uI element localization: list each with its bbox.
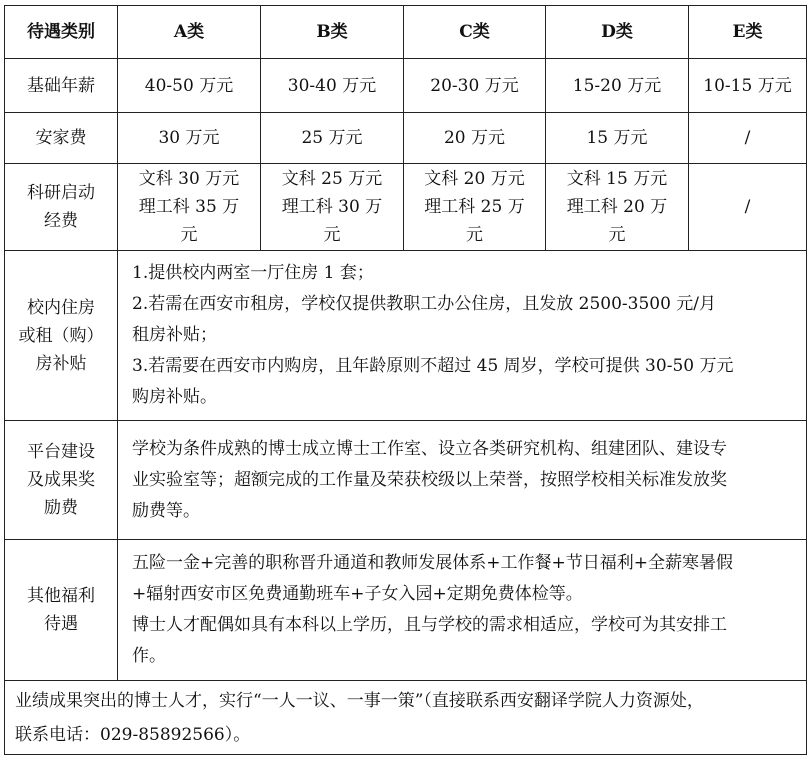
housing-line: 3.若需要在西安市内购房，且年龄原则不超过 45 周岁，学校可提供 30-50 万元	[132, 356, 734, 376]
other-benefits-row	[5, 540, 807, 681]
research-startup-b	[261, 164, 404, 251]
platform-row	[5, 421, 807, 540]
cell-line: 理工科 30 万	[281, 197, 383, 217]
label-line: 科研启动	[27, 183, 95, 203]
base-salary-b: 30-40 万元	[261, 59, 404, 113]
label-line: 或租（购）	[18, 325, 104, 346]
housing-label	[5, 251, 118, 421]
label-line: 励费	[44, 498, 78, 518]
platform-label	[5, 421, 118, 540]
other-benefits-content	[118, 540, 807, 681]
label-line: 及成果奖	[27, 470, 95, 490]
label-line: 待遇	[44, 614, 78, 634]
label-line: 校内住房	[27, 297, 95, 318]
footer-line: 业绩成果突出的博士人才，实行“一人一议、一事一策”（直接联系西安翻译学院人力资源处，	[15, 690, 704, 711]
header-grade-d: D类	[546, 6, 689, 59]
research-startup-d	[546, 164, 689, 251]
base-salary-row	[5, 59, 807, 113]
label-line: 房补贴	[35, 353, 87, 374]
settlement-fee-b: 25 万元	[261, 113, 404, 164]
cell-line: 文科 25 万元	[281, 169, 383, 189]
benefits-line: 博士人才配偶如具有本科以上学历，且与学校的需求相适应，学校可为其安排工	[132, 615, 727, 635]
settlement-fee-label: 安家费	[5, 113, 118, 164]
platform-line: 学校为条件成熟的博士成立博士工作室、设立各类研究机构、组建团队、建设专	[132, 438, 727, 459]
benefits-table	[4, 5, 807, 755]
base-salary-label: 基础年薪	[5, 59, 118, 113]
cell-line: 元	[466, 225, 483, 245]
platform-line: 励费等。	[132, 500, 200, 521]
research-startup-a	[118, 164, 261, 251]
housing-line: 1.提供校内两室一厅住房 1 套；	[132, 263, 374, 283]
settlement-fee-a: 30 万元	[118, 113, 261, 164]
settlement-fee-row	[5, 113, 807, 164]
cell-line: 元	[608, 225, 626, 245]
base-salary-e: 10-15 万元	[689, 59, 807, 113]
label-line: 经费	[44, 211, 78, 231]
header-category: 待遇类别	[5, 6, 118, 59]
footer-note	[5, 681, 807, 755]
header-grade-a: A类	[118, 6, 261, 59]
cell-line: 元	[180, 225, 198, 245]
benefits-table-wrapper	[4, 5, 807, 755]
other-benefits-label	[5, 540, 118, 681]
header-row	[5, 6, 807, 59]
label-line: 其他福利	[27, 586, 95, 606]
cell-line: 文科 20 万元	[424, 169, 525, 189]
housing-line: 租房补贴；	[132, 325, 217, 345]
benefits-line: +辐射西安市区免费通勤班车+子女入园+定期免费体检等。	[132, 584, 583, 604]
cell-line: 文科 15 万元	[566, 169, 668, 189]
benefits-line: 五险一金+完善的职称晋升通道和教师发展体系+工作餐+节日福利+全薪寒暑假	[132, 553, 733, 573]
housing-row	[5, 251, 807, 421]
base-salary-d: 15-20 万元	[546, 59, 689, 113]
platform-content	[118, 421, 807, 540]
header-grade-b: B类	[261, 6, 404, 59]
housing-content	[118, 251, 807, 421]
base-salary-c: 20-30 万元	[404, 59, 546, 113]
header-grade-e: E类	[689, 6, 807, 59]
benefits-line: 作。	[132, 646, 166, 666]
footer-row	[5, 681, 807, 755]
header-grade-c: C类	[404, 6, 546, 59]
cell-line: 理工科 20 万	[566, 197, 668, 217]
base-salary-a: 40-50 万元	[118, 59, 261, 113]
housing-line: 2.若需在西安市租房，学校仅提供教职工办公住房，且发放 2500-3500 元/月	[132, 294, 717, 314]
research-startup-row	[5, 164, 807, 251]
label-line: 平台建设	[27, 442, 95, 462]
research-startup-c	[404, 164, 546, 251]
cell-line: 文科 30 万元	[138, 169, 240, 189]
housing-line: 购房补贴。	[132, 387, 217, 407]
cell-line: 元	[323, 225, 341, 245]
cell-line: 理工科 35 万	[138, 197, 240, 217]
settlement-fee-e: /	[689, 113, 807, 164]
research-startup-label	[5, 164, 118, 251]
footer-line: 联系电话：029-85892566）。	[15, 724, 251, 745]
research-startup-e: /	[689, 164, 807, 251]
settlement-fee-d: 15 万元	[546, 113, 689, 164]
platform-line: 业实验室等；超额完成的工作量及荣获校级以上荣誉，按照学校相关标准发放奖	[132, 469, 727, 490]
settlement-fee-c: 20 万元	[404, 113, 546, 164]
cell-line: 理工科 25 万	[424, 197, 525, 217]
